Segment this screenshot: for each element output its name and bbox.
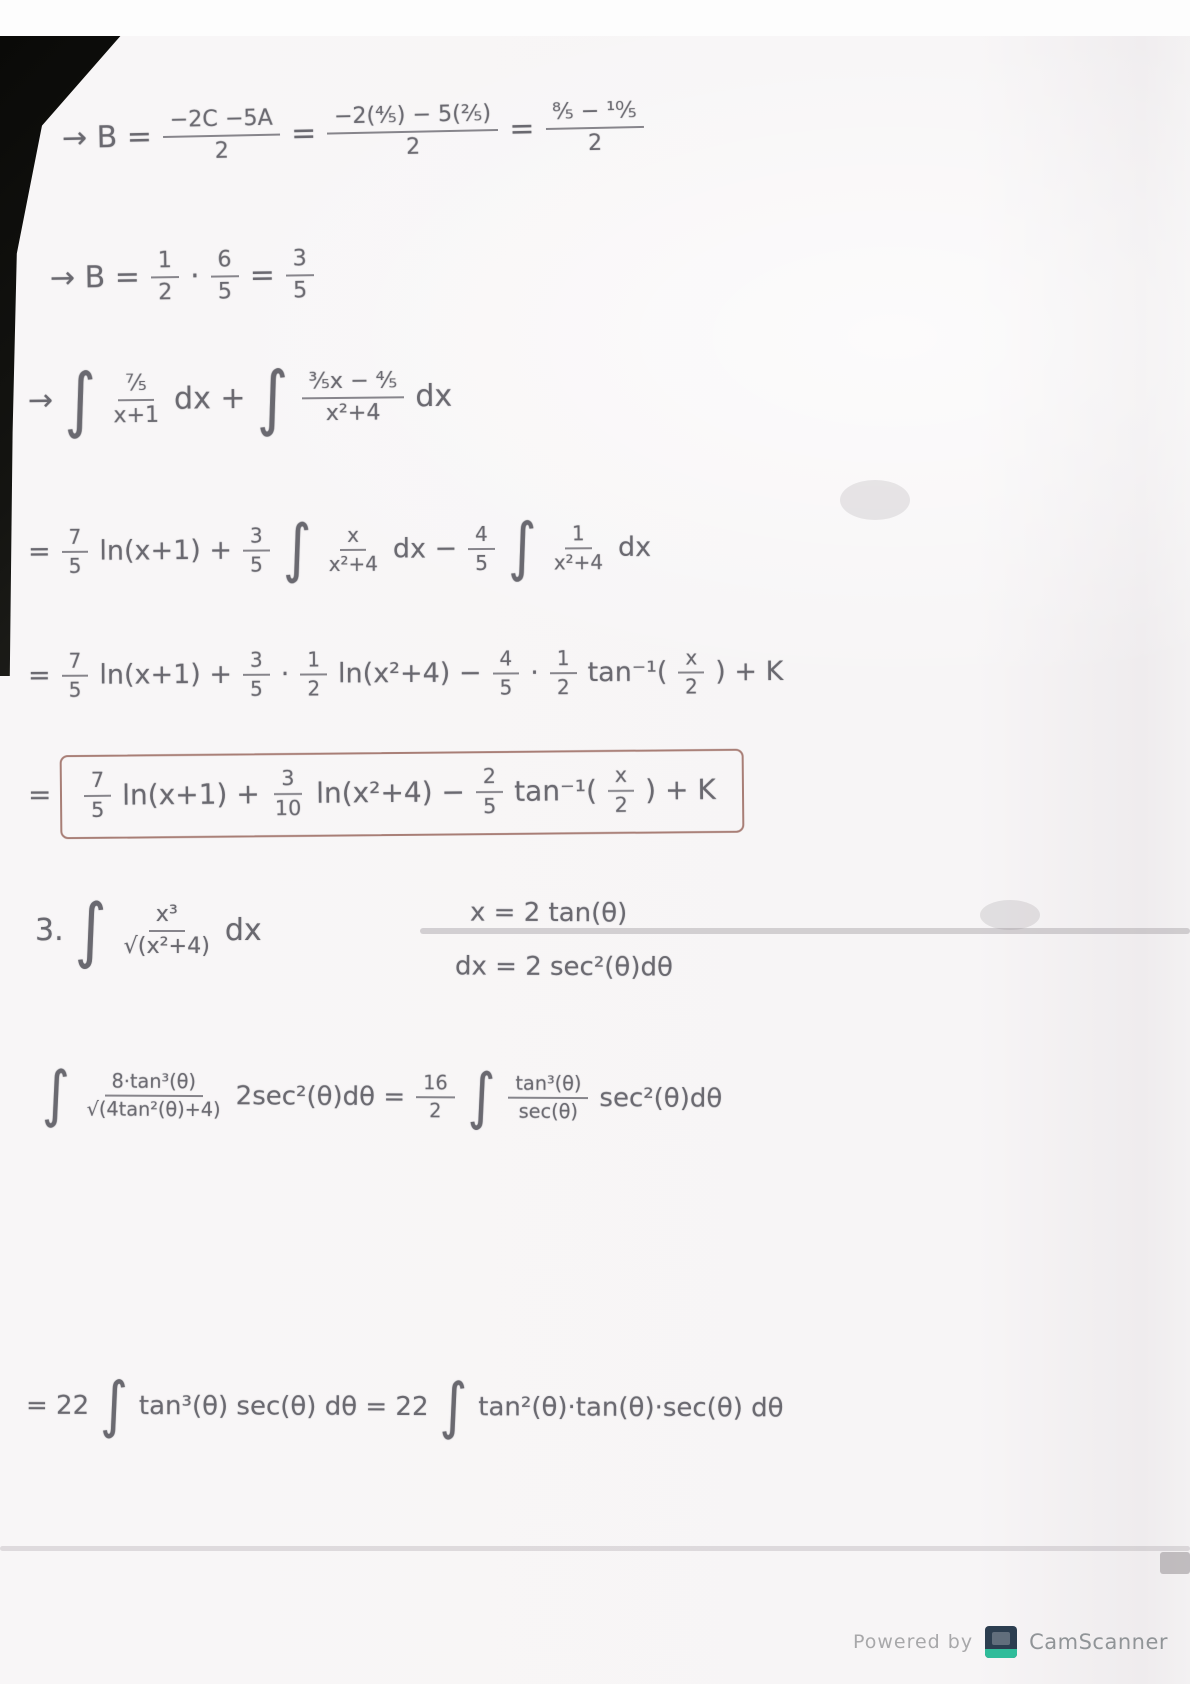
fraction: $\frac{\text{³⁄₅x − ⁴⁄₅}}{\text{x²+4}}$ [301,368,404,426]
fraction: $\frac{\text{8·tan³(θ)}}{\text{√(4tan²(θ)+4)}}$ [86,1069,221,1122]
line-second-integration [28,646,784,702]
math-text: · [280,659,290,691]
fraction: $\frac{16}{2}$ [416,1072,455,1122]
line-problem-3 [35,888,262,972]
fraction: $\frac{1}{2}$ [550,647,577,699]
fraction: $\frac{x}{\text{x²+4}}$ [328,522,379,577]
fraction: $\frac{1}{\text{x²+4}}$ [553,521,604,575]
fraction: $\frac{3}{5}$ [285,246,314,303]
math-text: → B = [49,259,141,296]
line-b-value [50,246,317,307]
powered-by-label: Powered by [852,1631,974,1653]
fraction: $\frac{\text{−2(⁴⁄₅) − 5(²⁄₅)}}{2}$ [327,101,499,162]
math-text: = [27,536,51,568]
scan-top-band [0,0,1190,36]
line-substitution-x [470,898,627,929]
line-split-integrals [27,356,453,442]
fraction: $\frac{\text{⁸⁄₅ − ¹⁰⁄₅}}{2}$ [545,98,645,157]
fraction: $\frac{6}{5}$ [210,247,239,304]
math-text: = [290,115,317,152]
math-text: = 22 [25,1390,90,1421]
math-text: = [249,257,276,294]
math-text: = [27,778,52,812]
fraction: $\frac{1}{2}$ [151,248,180,305]
scan-smudge [840,480,910,520]
math-text: dx − [392,533,458,566]
fraction: $\frac{4}{5}$ [492,647,519,699]
scan-edge-smudge [1160,1552,1190,1574]
math-text: ln(x+1) + [122,777,261,812]
integral-sign: ∫ [41,1058,70,1131]
integral-sign: ∫ [282,512,312,587]
integral-sign: ∫ [507,511,537,585]
fraction: $\frac{2}{5}$ [476,765,504,819]
math-text: x = 2 tan(θ) [469,897,628,929]
camscanner-logo-icon [985,1626,1017,1658]
math-text: ln(x+1) + [99,535,233,568]
camscanner-logo-glyph [992,1632,1010,1645]
math-text: dx + [173,380,246,417]
scan-streak [0,1546,1190,1551]
fraction: $\frac{\text{⁷⁄₅}}{x+1}$ [113,369,160,428]
fraction: $\frac{x}{2}$ [608,764,635,818]
scan-smudge [980,900,1040,930]
camscanner-brand-label: CamScanner [1029,1630,1168,1654]
fraction: $\frac{3}{5}$ [243,649,270,701]
math-text: tan²(θ)·tan(θ)·sec(θ) dθ [478,1391,784,1423]
line-b-formula [61,98,646,167]
integral-sign: ∫ [467,1061,496,1133]
math-text: sec²(θ)dθ [599,1083,723,1114]
math-text: · [530,657,539,689]
math-text: ) + K [645,773,717,807]
math-text: ln(x+1) + [99,659,233,692]
line-substitution-dx [455,951,673,982]
math-text: tan³(θ) sec(θ) dθ = 22 [138,1390,429,1422]
integral-sign: ∫ [74,888,107,972]
integral-sign: ∫ [256,356,289,440]
math-text: dx [617,532,652,564]
math-text: ln(x²+4) − [316,775,466,811]
math-text: 2sec²(θ)dθ = [235,1081,406,1113]
camscanner-watermark [853,1626,1168,1658]
scan-streak [420,928,1190,934]
math-text: · [189,258,200,294]
line-first-integration [27,511,652,587]
math-text: → [27,382,54,419]
fraction: $\frac{3}{10}$ [275,765,302,820]
math-text: ln(x²+4) − [337,658,482,690]
fraction: $\frac{3}{5}$ [243,524,270,576]
fraction: $\frac{7}{5}$ [61,650,88,702]
fraction: $\frac{\text{tan³(θ)}}{\sec(\theta)}$ [508,1073,588,1124]
math-text: dx [415,378,453,415]
math-text: dx [224,913,262,949]
integral-sign: ∫ [100,1369,129,1441]
fraction: $\frac{7}{5}$ [84,769,112,823]
line-simplified [25,1369,784,1442]
math-text: tan⁻¹( [514,774,598,809]
final-answer-box [60,749,745,839]
math-text: ) + K [715,656,784,688]
math-text: dx = 2 sec²(θ)dθ [454,951,673,983]
integral-sign: ∫ [63,358,97,442]
fraction: $\frac{-2C -5A}{2}$ [162,106,280,166]
camscanner-logo-band [985,1649,1017,1658]
math-text: → B = [61,119,153,157]
math-text: = [27,660,51,692]
math-text: tan⁻¹( [587,657,668,689]
fraction: $\frac{4}{5}$ [468,523,495,575]
math-text: = [508,111,535,147]
fraction: $\frac{1}{2}$ [300,648,327,700]
fraction: $\frac{\text{x³}}{\text{√(x²+4)}}$ [123,901,210,959]
fraction: $\frac{x}{2}$ [678,646,704,698]
fraction: $\frac{7}{5}$ [61,526,88,578]
math-text: 3. [35,913,64,949]
integral-sign: ∫ [439,1370,468,1442]
line-trig-substituted [40,1058,723,1133]
line-final-answer [28,751,745,837]
